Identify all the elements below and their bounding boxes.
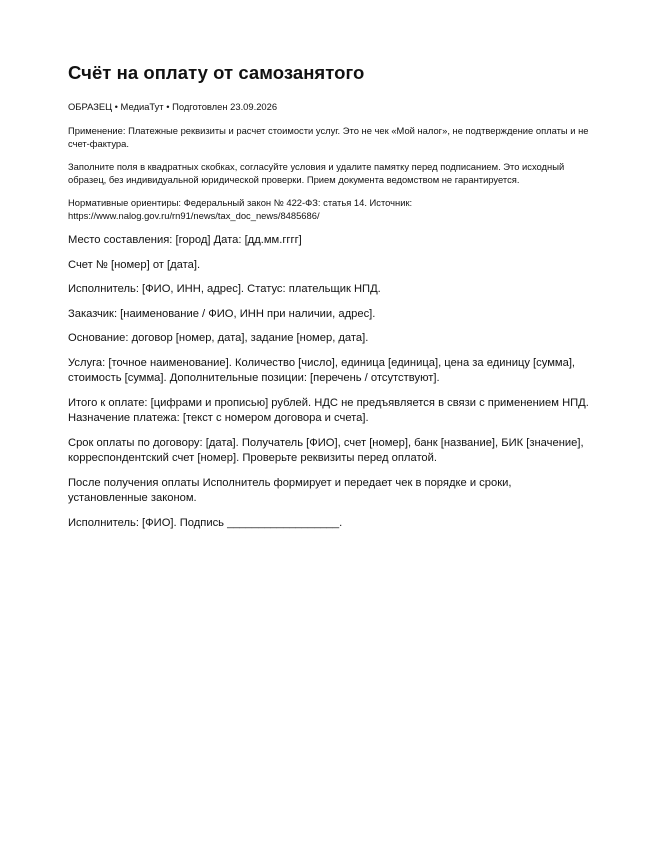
receipt-paragraph: После получения оплаты Исполнитель формирует и передает чек в порядке и сроки, установленные законом. bbox=[68, 476, 512, 504]
place-and-date-line: Место составления: [город] Дата: [дд.мм.гггг] bbox=[68, 234, 302, 246]
legal-reference-note: Нормативные ориентиры: Федеральный закон № 422-ФЗ: статья 14. Источник: https://www.nalog.gov.ru/rn91/news/tax_doc_news/8485686/ bbox=[68, 197, 413, 221]
document-title: Счёт на оплату от самозанятого bbox=[68, 62, 365, 83]
signature-line: Исполнитель: [ФИО]. Подпись __________________. bbox=[68, 516, 343, 529]
basis-line: Основание: договор [номер, дата], задание [номер, дата]. bbox=[68, 332, 369, 344]
fill-instructions-note: Заполните поля в квадратных скобках, согласуйте условия и удалите памятку перед подписанием. Это исходный образец, без индивидуальной юридической проверки. Прием документа ведомством не гарантируется. bbox=[68, 161, 565, 185]
usage-note: Применение: Платежные реквизиты и расчет стоимости услуг. Это не чек «Мой налог», не подтверждение оплаты и не счет-фактура. bbox=[68, 125, 589, 149]
contractor-line: Исполнитель: [ФИО, ИНН, адрес]. Статус: плательщик НПД. bbox=[68, 283, 381, 295]
customer-line: Заказчик: [наименование / ФИО, ИНН при наличии, адрес]. bbox=[68, 307, 376, 320]
invoice-number-line: Счет № [номер] от [дата]. bbox=[68, 258, 201, 271]
payment-terms-paragraph: Срок оплаты по договору: [дата]. Получатель [ФИО], счет [номер], банк [название], БИК [значение], корреспондентский счет [номер]. Проверьте реквизиты перед оплатой. bbox=[68, 436, 584, 464]
service-paragraph: Услуга: [точное наименование]. Количество [число], единица [единица], цена за единицу [сумма], стоимость [сумма]. Дополнительные позиции: [перечень / отсутствуют]. bbox=[68, 356, 576, 384]
total-paragraph: Итого к оплате: [цифрами и прописью] рублей. НДС не предъявляется в связи с применением НПД. Назначение платежа: [текст с номером договора и счета]. bbox=[68, 396, 589, 424]
document-meta-line: ОБРАЗЕЦ • МедиаТут • Подготовлен 23.09.2026 bbox=[68, 101, 278, 112]
